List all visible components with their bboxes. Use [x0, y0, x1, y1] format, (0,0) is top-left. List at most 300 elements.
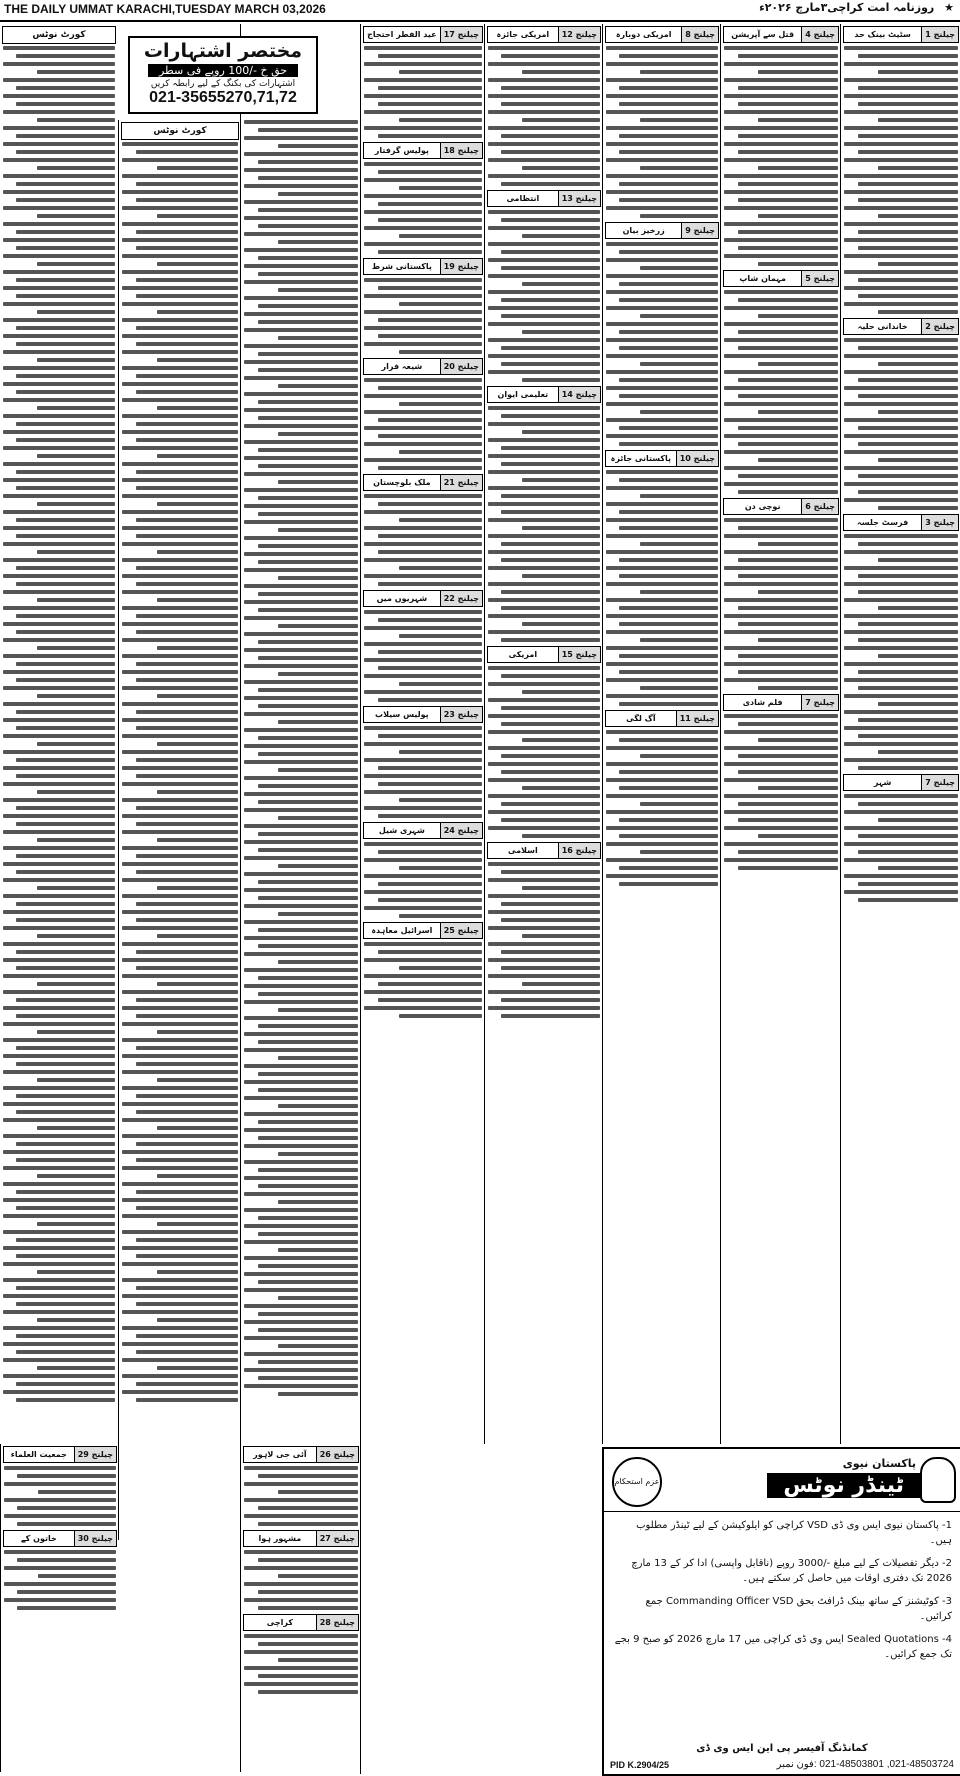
tender-item: 4- Sealed Quotations ایس وی ڈی کراچی میں 17 مارچ 2026 کو صبح 9 بجے تک جمع کرائیں۔	[614, 1634, 952, 1660]
text-line	[488, 762, 600, 766]
text-line	[3, 78, 115, 82]
text-line	[4, 1498, 116, 1502]
text-line	[122, 542, 238, 546]
text-line	[844, 742, 958, 746]
text-line	[844, 874, 958, 878]
text-line	[364, 210, 482, 214]
text-line	[606, 502, 718, 506]
text-line	[724, 206, 838, 210]
text-line	[278, 336, 358, 340]
text-line	[122, 1278, 238, 1282]
text-line	[724, 190, 838, 194]
text-line	[122, 142, 238, 146]
text-line	[606, 826, 718, 830]
text-line	[37, 646, 115, 650]
text-line	[3, 1166, 115, 1170]
text-line	[244, 1240, 358, 1244]
text-line	[3, 286, 115, 290]
section-number: چیلنج 10	[676, 451, 718, 466]
text-line	[122, 1374, 238, 1378]
text-line	[122, 206, 238, 210]
text-line	[17, 1606, 116, 1610]
tender-item: 1- پاکستان نیوی ایس وی ڈی VSD کراچی کو ایلوکیشن کے لیے ٹینڈر مطلوب ہیں۔	[636, 1520, 952, 1546]
text-line	[244, 1080, 358, 1084]
text-line	[606, 434, 718, 438]
text-line	[16, 1382, 115, 1386]
text-line	[606, 174, 718, 178]
text-line	[364, 642, 482, 646]
text-line	[724, 566, 838, 570]
text-line	[844, 858, 958, 862]
article-text-block	[241, 24, 361, 1396]
text-line	[488, 862, 600, 866]
text-line	[488, 942, 600, 946]
text-line	[122, 1262, 238, 1266]
text-line	[258, 1522, 358, 1526]
text-line	[4, 1482, 116, 1486]
text-line	[724, 254, 838, 258]
text-line	[858, 86, 958, 90]
text-line	[378, 466, 482, 470]
news-section	[361, 822, 485, 918]
text-line	[606, 190, 718, 194]
text-line	[38, 1574, 116, 1578]
section-title: امریکی جائزہ	[496, 30, 550, 39]
text-line	[501, 802, 600, 806]
text-line	[619, 394, 718, 398]
text-line	[157, 262, 238, 266]
text-line	[606, 566, 718, 570]
text-line	[37, 310, 115, 314]
text-line	[738, 330, 838, 334]
text-line	[844, 174, 958, 178]
text-line	[3, 366, 115, 370]
section-header	[605, 710, 719, 727]
article-text-block	[361, 378, 485, 470]
text-line	[378, 134, 482, 138]
text-line	[399, 798, 482, 802]
text-line	[17, 1522, 116, 1526]
section-title: مہمان شاپ	[739, 274, 786, 283]
text-line	[858, 882, 958, 886]
text-line	[17, 1590, 116, 1594]
section-title: اسرائیل معاہدہ	[371, 926, 433, 935]
text-line	[122, 302, 238, 306]
text-line	[3, 1134, 115, 1138]
text-line	[878, 214, 958, 218]
section-title: قتل سے آپریشن	[731, 30, 795, 39]
text-line	[488, 422, 600, 426]
text-line	[278, 1008, 358, 1012]
text-line	[844, 158, 958, 162]
text-line	[244, 1032, 358, 1036]
text-line	[606, 550, 718, 554]
text-line	[16, 806, 115, 810]
text-line	[522, 166, 600, 170]
text-line	[364, 874, 482, 878]
text-line	[136, 1206, 238, 1210]
text-line	[488, 274, 600, 278]
text-line	[16, 438, 115, 442]
text-line	[364, 674, 482, 678]
text-line	[844, 94, 958, 98]
text-line	[858, 490, 958, 494]
text-line	[606, 518, 718, 522]
text-line	[122, 942, 238, 946]
text-line	[844, 450, 958, 454]
news-section	[485, 26, 603, 186]
text-line	[858, 54, 958, 58]
text-line	[364, 574, 482, 578]
text-line	[619, 786, 718, 790]
text-line	[488, 730, 600, 734]
section-title: خاندانی حلیہ	[857, 322, 908, 331]
section-title: کراچی	[266, 1618, 293, 1627]
text-line	[364, 494, 482, 498]
text-line	[724, 582, 838, 586]
text-line	[37, 886, 115, 890]
text-line	[244, 1650, 358, 1654]
text-line	[378, 502, 482, 506]
text-line	[606, 354, 718, 358]
text-line	[278, 1658, 358, 1662]
text-line	[378, 982, 482, 986]
text-line	[122, 190, 238, 194]
text-line	[844, 794, 958, 798]
text-line	[501, 558, 600, 562]
text-line	[878, 70, 958, 74]
text-line	[858, 622, 958, 626]
text-line	[619, 526, 718, 530]
text-line	[4, 1466, 116, 1470]
text-line	[724, 630, 838, 634]
text-line	[858, 542, 958, 546]
text-line	[738, 230, 838, 234]
text-line	[724, 142, 838, 146]
text-line	[878, 702, 958, 706]
text-line	[244, 1208, 358, 1212]
text-line	[858, 246, 958, 250]
text-line	[399, 186, 482, 190]
text-line	[488, 794, 600, 798]
text-line	[364, 942, 482, 946]
section-title: جمعیت العلماء	[10, 1450, 67, 1459]
tender-org: پاکستان نیوی	[842, 1457, 916, 1470]
tender-phones: 021-48503724, 021-48503801 :فون نمبر	[776, 1759, 954, 1770]
tender-items	[604, 1512, 960, 1676]
text-line	[136, 342, 238, 346]
text-line	[364, 890, 482, 894]
text-line	[858, 442, 958, 446]
text-line	[136, 582, 238, 586]
text-line	[606, 762, 718, 766]
section-title: امریکی	[508, 650, 538, 659]
text-line	[244, 536, 358, 540]
text-line	[278, 1392, 358, 1396]
text-line	[758, 686, 838, 690]
text-line	[878, 750, 958, 754]
text-line	[244, 328, 358, 332]
text-line	[136, 438, 238, 442]
text-line	[244, 1096, 358, 1100]
text-line	[858, 346, 958, 350]
text-line	[640, 410, 718, 414]
text-line	[16, 726, 115, 730]
text-line	[364, 110, 482, 114]
text-line	[606, 46, 718, 50]
text-line	[724, 662, 838, 666]
text-line	[364, 742, 482, 746]
text-line	[122, 1006, 238, 1010]
text-line	[488, 714, 600, 718]
section-header	[843, 318, 959, 335]
text-line	[522, 934, 600, 938]
text-line	[16, 1238, 115, 1242]
text-line	[364, 46, 482, 50]
text-line	[258, 448, 358, 452]
text-line	[258, 1606, 358, 1610]
article-text-block	[721, 518, 841, 690]
text-line	[619, 738, 718, 742]
news-section	[603, 26, 721, 218]
text-line	[258, 688, 358, 692]
english-masthead-title: THE DAILY UMMAT KARACHI,TUESDAY MARCH 03,2026	[4, 2, 326, 16]
text-line	[758, 590, 838, 594]
text-line	[157, 310, 238, 314]
text-line	[738, 134, 838, 138]
text-line	[378, 698, 482, 702]
text-line	[364, 1006, 482, 1010]
section-title: زرخیز بیان	[622, 226, 665, 235]
article-text-block	[361, 46, 485, 138]
column-court-notices-right	[240, 24, 361, 1444]
text-line	[738, 866, 838, 870]
text-line	[488, 406, 600, 410]
text-line	[522, 834, 600, 838]
text-line	[157, 934, 238, 938]
section-header	[843, 514, 959, 531]
text-line	[278, 144, 358, 148]
text-line	[378, 766, 482, 770]
text-line	[244, 1288, 358, 1292]
text-line	[258, 416, 358, 420]
article-text-block	[721, 714, 841, 870]
text-line	[258, 832, 358, 836]
text-line	[858, 590, 958, 594]
text-line	[157, 694, 238, 698]
text-line	[844, 890, 958, 894]
text-line	[724, 678, 838, 682]
text-line	[738, 802, 838, 806]
text-line	[3, 1022, 115, 1026]
text-line	[157, 1174, 238, 1178]
text-line	[157, 1318, 238, 1322]
text-line	[136, 1334, 238, 1338]
text-line	[3, 302, 115, 306]
court-notice-header: کورٹ نوٹس	[2, 26, 116, 44]
text-line	[136, 534, 238, 538]
text-line	[399, 402, 482, 406]
text-line	[488, 258, 600, 262]
text-line	[244, 888, 358, 892]
section-header	[363, 26, 483, 43]
section-header	[363, 822, 483, 839]
text-line	[724, 158, 838, 162]
text-line	[244, 600, 358, 604]
text-line	[501, 606, 600, 610]
text-line	[258, 400, 358, 404]
text-line	[724, 746, 838, 750]
text-line	[522, 282, 600, 286]
section-title: فلم شادی	[742, 698, 783, 707]
text-line	[258, 272, 358, 276]
text-line	[16, 1302, 115, 1306]
text-line	[136, 662, 238, 666]
news-section	[841, 774, 960, 902]
text-line	[122, 1230, 238, 1234]
text-line	[244, 952, 358, 956]
text-line	[501, 638, 600, 642]
text-line	[844, 338, 958, 342]
text-line	[724, 466, 838, 470]
text-line	[157, 598, 238, 602]
text-line	[122, 526, 238, 530]
text-line	[258, 1590, 358, 1594]
text-line	[488, 322, 600, 326]
text-line	[157, 358, 238, 362]
text-line	[122, 222, 238, 226]
text-line	[364, 278, 482, 282]
text-line	[378, 318, 482, 322]
text-line	[364, 806, 482, 810]
section-title: ملک بلوچستان	[373, 478, 431, 487]
text-line	[878, 262, 958, 266]
court-notice-header: کورٹ نوٹس	[121, 122, 239, 140]
text-line	[488, 354, 600, 358]
text-line	[136, 774, 238, 778]
text-line	[157, 790, 238, 794]
text-line	[844, 62, 958, 66]
text-line	[844, 254, 958, 258]
text-line	[258, 1312, 358, 1316]
text-line	[3, 334, 115, 338]
text-line	[844, 614, 958, 618]
text-line	[501, 754, 600, 758]
section-header	[363, 358, 483, 375]
text-line	[244, 312, 358, 316]
section-header	[723, 270, 839, 287]
text-line	[37, 1222, 115, 1226]
text-line	[738, 490, 838, 494]
text-line	[157, 166, 238, 170]
text-line	[858, 150, 958, 154]
article-text-block	[841, 534, 960, 770]
text-line	[844, 678, 958, 682]
news-section	[485, 190, 603, 382]
text-line	[16, 758, 115, 762]
text-line	[157, 1270, 238, 1274]
article-text-block	[361, 842, 485, 918]
text-line	[244, 696, 358, 700]
text-line	[844, 370, 958, 374]
text-line	[619, 198, 718, 202]
section-number: چیلنج 24	[440, 823, 482, 838]
text-line	[858, 134, 958, 138]
text-line	[606, 110, 718, 114]
text-line	[122, 654, 238, 658]
text-line	[37, 214, 115, 218]
text-line	[522, 738, 600, 742]
text-line	[122, 414, 238, 418]
text-line	[844, 46, 958, 50]
text-line	[3, 1118, 115, 1122]
text-line	[844, 694, 958, 698]
section-header	[3, 1530, 117, 1547]
text-line	[606, 794, 718, 798]
text-line	[522, 526, 600, 530]
text-line	[258, 848, 358, 852]
text-line	[364, 78, 482, 82]
text-line	[738, 298, 838, 302]
text-line	[3, 1278, 115, 1282]
section-number: چیلنج 18	[440, 143, 482, 158]
text-line	[640, 118, 718, 122]
text-line	[858, 230, 958, 234]
masthead	[0, 0, 960, 22]
text-line	[16, 582, 115, 586]
text-line	[501, 102, 600, 106]
text-line	[378, 950, 482, 954]
text-line	[37, 838, 115, 842]
text-line	[858, 198, 958, 202]
text-line	[278, 384, 358, 388]
text-line	[606, 778, 718, 782]
text-line	[122, 638, 238, 642]
section-header	[243, 1530, 359, 1547]
text-line	[122, 878, 238, 882]
text-line	[844, 418, 958, 422]
text-line	[878, 166, 958, 170]
text-line	[122, 1086, 238, 1090]
text-line	[364, 790, 482, 794]
text-line	[488, 926, 600, 930]
text-line	[488, 598, 600, 602]
text-line	[844, 190, 958, 194]
text-line	[136, 518, 238, 522]
text-line	[244, 792, 358, 796]
text-line	[122, 606, 238, 610]
navy-emblem-icon	[920, 1457, 956, 1503]
text-line	[258, 608, 358, 612]
text-line	[258, 656, 358, 660]
text-line	[501, 462, 600, 466]
text-line	[606, 338, 718, 342]
text-line	[244, 1048, 358, 1052]
text-line	[244, 1598, 358, 1602]
text-line	[16, 1046, 115, 1050]
text-line	[606, 274, 718, 278]
text-line	[37, 598, 115, 602]
text-line	[378, 534, 482, 538]
text-line	[619, 702, 718, 706]
text-line	[844, 710, 958, 714]
text-line	[136, 854, 238, 858]
text-line	[258, 320, 358, 324]
section-header	[605, 450, 719, 467]
text-line	[606, 370, 718, 374]
text-line	[758, 738, 838, 742]
text-line	[258, 1232, 358, 1236]
